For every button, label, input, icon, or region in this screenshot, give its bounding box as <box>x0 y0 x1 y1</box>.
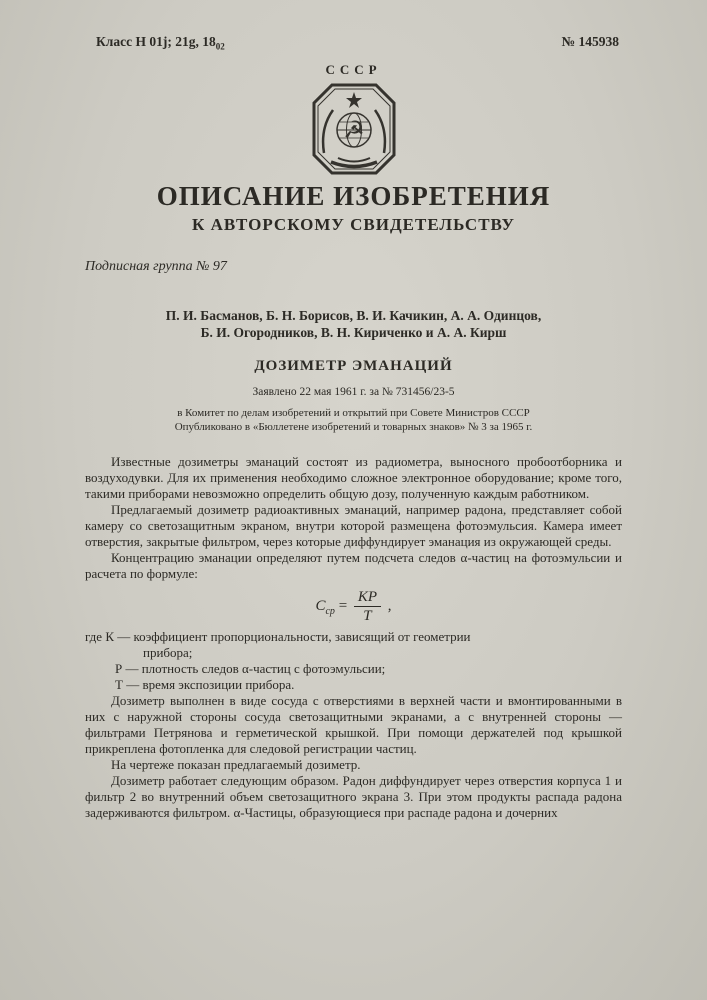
formula-equals: = <box>338 597 348 614</box>
emblem-graphic <box>312 83 396 175</box>
definition-p: Р — плотность следов α-частиц с фотоэмульсии; <box>115 660 386 676</box>
committee-line-1: в Комитет по делам изобретений и открытий при Совете Министров СССР <box>177 406 530 419</box>
document-top-row <box>0 0 707 52</box>
formula-variable: С <box>315 597 326 614</box>
patent-class-subscript: 02 <box>215 41 225 52</box>
patent-number: № 145938 <box>561 34 619 49</box>
definition-k-line-1: где К — коэффициент пропорциональности, зависящий от геометрии <box>85 628 471 644</box>
authors-line-1: П. И. Басманов, Б. Н. Борисов, В. И. Качикин, А. А. Одинцов, <box>165 307 542 323</box>
paragraph-known-dosimeters: Известные дозиметры эманаций состоят из радиометра, выносного пробоотборника и воздуходувки. Для их применения необходимо сложное электронное оборудование; кроме того, такими приборами невозможно определить общую дозу, полученную каждым работником. <box>85 453 622 501</box>
paragraph-concentration: Концентрацию эманации определяют путем подсчета следов α-частиц на фотоэмульсии и расчета по формуле: <box>85 549 622 581</box>
authors-line-2: Б. И. Огородников, В. Н. Кириченко и А. А. Кирш <box>200 324 507 340</box>
document-subtitle: К АВТОРСКОМУ СВИДЕТЕЛЬСТВУ <box>192 214 515 234</box>
definition-t: Т — время экспозиции прибора. <box>115 676 295 692</box>
formula-numerator: КР <box>354 589 381 607</box>
paragraph-drawing-note: На чертеже показан предлагаемый дозиметр. <box>111 756 361 772</box>
paragraph-operation: Дозиметр работает следующим образом. Радон диффундирует через отверстия корпуса 1 и фильтр 2 во внутренний объем светозащитного экрана 3. При этом продукты распада радона задерживаются фильтром. α-Частицы, образующиеся при распаде радона и дочерних <box>85 772 622 820</box>
country-label: СССР <box>325 61 382 77</box>
committee-line-2: Опубликовано в «Бюллетене изобретений и товарных знаков» № 3 за 1965 г. <box>174 420 533 433</box>
definition-k-line-2: прибора; <box>143 644 193 660</box>
formula-denominator: Т <box>363 607 372 624</box>
document-title: ОПИСАНИЕ ИЗОБРЕТЕНИЯ <box>156 180 551 211</box>
formula-subscript: ср <box>325 605 335 617</box>
patent-class-text: Класс Н 01j; 21g, 18 <box>96 34 216 49</box>
authors-block <box>85 307 622 341</box>
description-body <box>85 454 622 821</box>
invention-title: ДОЗИМЕТР ЭМАНАЦИЙ <box>254 357 453 374</box>
svg-text:☭: ☭ <box>342 115 365 144</box>
ussr-state-emblem-icon <box>0 83 707 175</box>
text-column <box>85 259 622 821</box>
patent-class <box>96 34 225 52</box>
concentration-formula <box>85 589 622 624</box>
formula-comma: , <box>387 597 392 614</box>
committee-block <box>85 406 622 434</box>
subscription-group-line: Подписная группа № 97 <box>85 258 227 274</box>
formula-fraction <box>354 589 381 624</box>
application-line: Заявлено 22 мая 1961 г. за № 731456/23-5 <box>252 385 455 398</box>
paragraph-proposed-dosimeter: Предлагаемый дозиметр радиоактивных эманаций, например радона, представляет собой камеру со светозащитным экраном, внутри которой размещена фотоэмульсия. Камера имеет отверстия, закрытые фильтром, через которые диффундирует эманация из окружающей среды. <box>85 501 622 549</box>
paragraph-construction: Дозиметр выполнен в виде сосуда с отверстиями в верхней части и вмонтированными в них с наружной стороны сосуда светозащитными экранами, а с внутренней стороны — фильтрами Петрянова и герметической крышкой. При помощи держателей под крышкой прикреплена фотопленка для следовой регистрации частиц. <box>85 692 622 756</box>
